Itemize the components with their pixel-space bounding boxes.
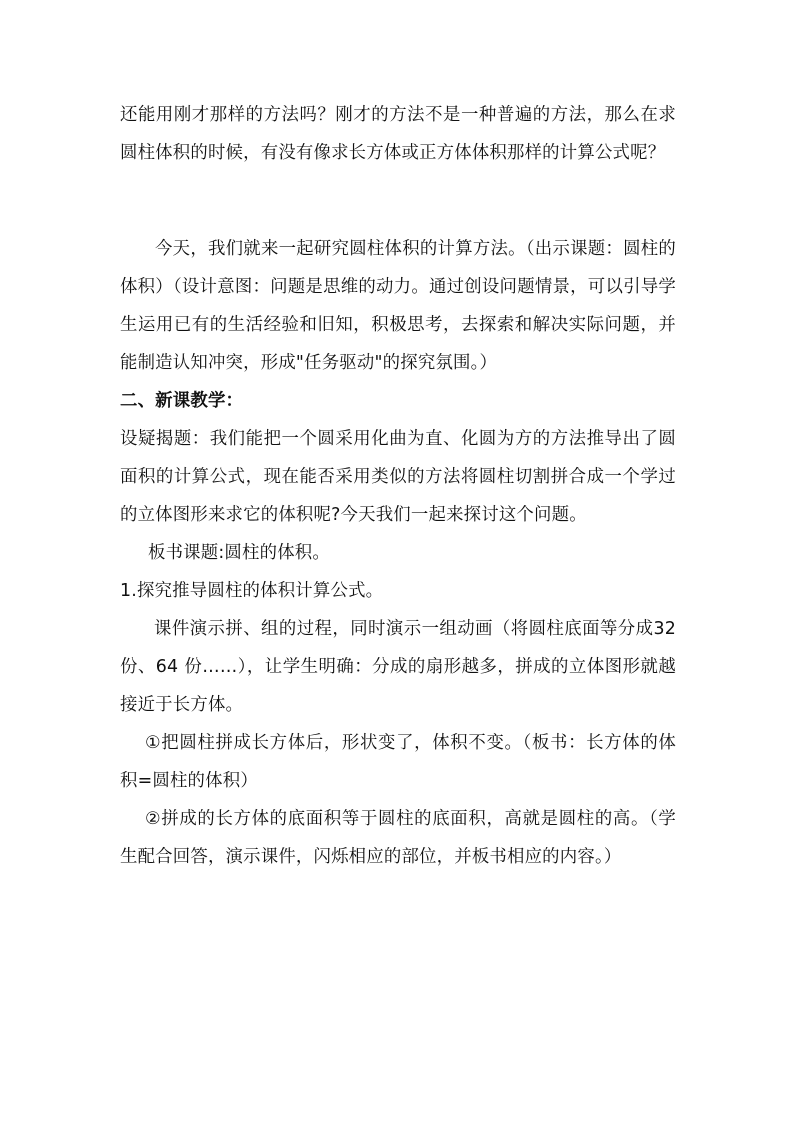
paragraph-board-title: 板书课题:圆柱的体积。 [148, 543, 330, 563]
paragraph-set-question: 设疑揭题：我们能把一个圆采用化曲为直、化圆为方的方法推导出了圆面积的计算公式，现在能否采用类似的方法将圆柱切割拼合成一个学过的立体图形来求它的体积呢?今天我们一起来探讨这个问题。 [120, 429, 676, 525]
document-body [120, 96, 676, 876]
paragraph-lesson-topic: 今天，我们就来一起研究圆柱体积的计算方法。（出示课题：圆柱的体积）（设计意图：问题是思维的动力。通过创设问题情景，可以引导学生运用已有的生活经验和旧知，积极思考，去探索和解决实际问题，并能制造认知冲突，形成"任务驱动"的探究氛围。） [120, 239, 676, 373]
section-heading-new-lesson: 二、新课教学： [120, 391, 244, 411]
paragraph-point-1: ①把圆柱拼成长方体后，形状变了，体积不变。（板书：长方体的体积=圆柱的体积） [120, 733, 676, 791]
paragraph-step-1: 1.探究推导圆柱的体积计算公式。 [120, 581, 384, 601]
paragraph-point-2: ②拼成的长方体的底面积等于圆柱的底面积，高就是圆柱的高。（学生配合回答，演示课件，闪烁相应的部位，并板书相应的内容。） [120, 809, 676, 867]
paragraph-courseware-demo: 课件演示拼、组的过程，同时演示一组动画（将圆柱底面等分成32 份、64 份……），让学生明确：分成的扇形越多，拼成的立体图形就越接近于长方体。 [120, 619, 676, 715]
paragraph-intro-question: 还能用刚才那样的方法吗？刚才的方法不是一种普遍的方法，那么在求圆柱体积的时候，有没有像求长方体或正方体体积那样的计算公式呢？ [120, 105, 676, 163]
